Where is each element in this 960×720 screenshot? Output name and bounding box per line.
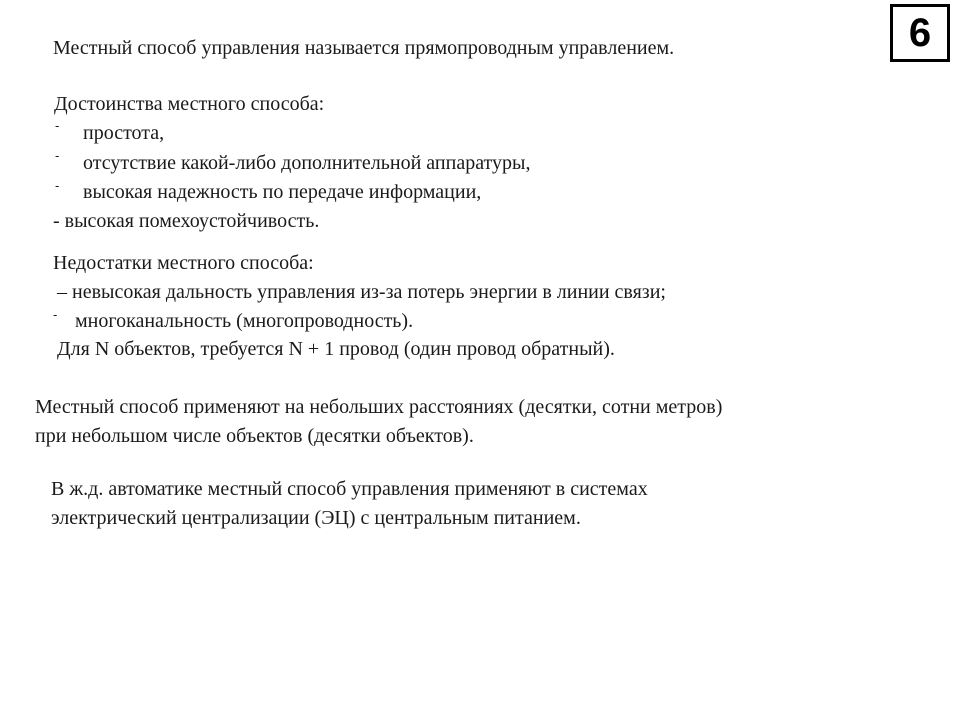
- advantage-item: простота,: [83, 122, 165, 144]
- disadvantage-item: многоканальность (многопроводность).: [75, 310, 414, 332]
- bullet-dash: -: [53, 307, 58, 322]
- advantage-item: отсутствие какой-либо дополнительной аппаратуры,: [83, 152, 531, 174]
- application-line: при небольшом числе объектов (десятки объектов).: [35, 425, 474, 447]
- advantages-heading: Достоинства местного способа:: [54, 93, 325, 115]
- slide-number: 6: [908, 10, 932, 55]
- bullet-dash: -: [55, 178, 60, 193]
- railway-line: электрический централизации (ЭЦ) с центральным питанием.: [51, 507, 581, 529]
- advantage-item: высокая надежность по передаче информации,: [83, 181, 482, 203]
- railway-line: В ж.д. автоматике местный способ управления применяют в системах: [51, 478, 648, 500]
- advantage-item: - высокая помехоустойчивость.: [53, 210, 320, 232]
- bullet-dash: -: [55, 118, 60, 133]
- disadvantage-item: – невысокая дальность управления из-за потерь энергии в линии связи;: [57, 281, 666, 303]
- bullet-dash: -: [55, 148, 60, 163]
- intro-text: Местный способ управления называется прямопроводным управлением.: [53, 37, 675, 59]
- disadvantage-note: Для N объектов, требуется N + 1 провод (один провод обратный).: [57, 338, 615, 360]
- disadvantages-heading: Недостатки местного способа:: [53, 252, 314, 274]
- application-line: Местный способ применяют на небольших расстояниях (десятки, сотни метров): [35, 396, 723, 418]
- slide-number-box: [890, 4, 950, 62]
